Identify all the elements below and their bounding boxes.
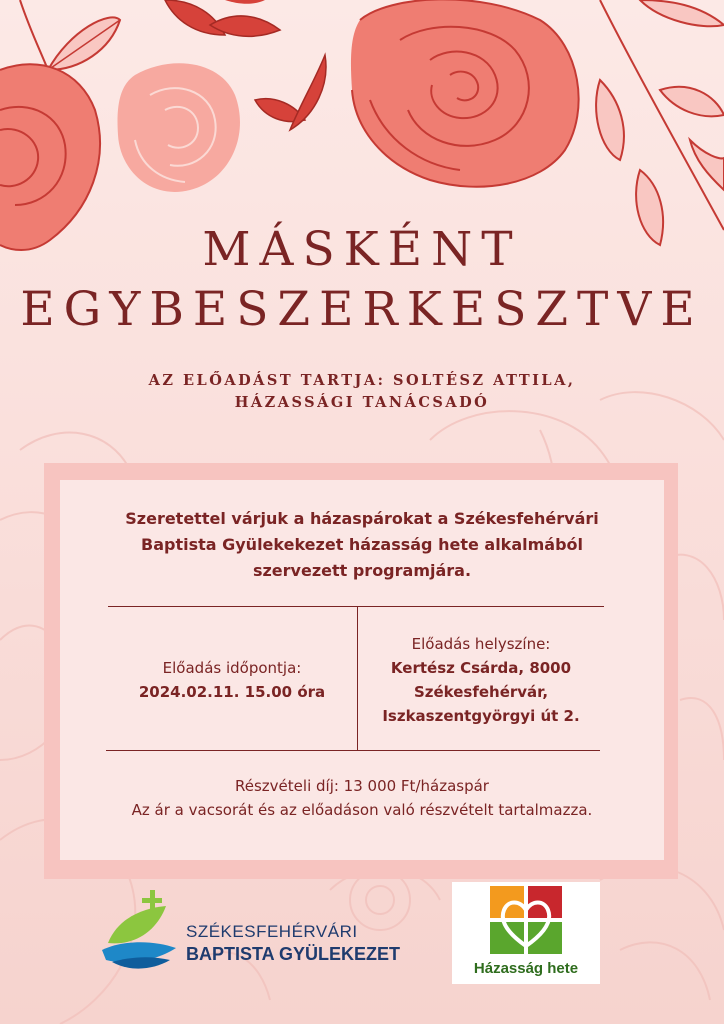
venue-line-3: Iszkaszentgyörgyi út 2.	[382, 707, 580, 725]
invitation-line-1: Szeretettel várjuk a házaspárokat a Székesfehérvári	[125, 509, 599, 528]
leaf-top-left	[20, 0, 120, 70]
fee-line-1: Részvételi díj: 13 000 Ft/házaspár	[235, 777, 489, 795]
divider-top	[108, 606, 604, 607]
invitation-line-2: Baptista Gyülekekezet házasság hete alkalmából	[141, 535, 583, 554]
heart-squares-icon	[486, 886, 566, 956]
venue-line-1: Kertész Csárda, 8000	[390, 659, 572, 677]
invitation-line-3: szervezett programjára.	[252, 561, 472, 580]
branch-right	[596, 0, 724, 245]
title-line-1: MÁSKÉNT	[202, 222, 522, 277]
speaker-line-1: AZ ELŐADÁST TARTJA: SOLTÉSZ ATTILA,	[148, 372, 576, 389]
fee-line-2: Az ár a vacsorát és az előadáson való részvételt tartalmazza.	[131, 801, 593, 819]
venue-line-2: Székesfehérvár,	[413, 683, 549, 701]
divider-bottom	[106, 750, 600, 751]
speaker-line-2: HÁZASSÁGI TANÁCSADÓ	[234, 394, 490, 411]
marriage-week-label: Házasság hete	[473, 960, 579, 977]
cross-leaf-wave-icon	[98, 888, 182, 972]
time-label: Előadás időpontja:	[162, 659, 302, 677]
venue-label: Előadás helyszíne:	[411, 635, 551, 653]
rose-small-pink	[118, 63, 240, 192]
title-line-2: EGYBESZERKESZTVE	[20, 282, 704, 337]
time-value: 2024.02.11. 15.00 óra	[138, 683, 326, 701]
church-name-line-1: SZÉKESFEHÉRVÁRI	[186, 922, 358, 941]
church-name-line-2: BAPTISTA GYÜLEKEZET	[186, 944, 401, 964]
rose-top-right	[351, 0, 579, 187]
